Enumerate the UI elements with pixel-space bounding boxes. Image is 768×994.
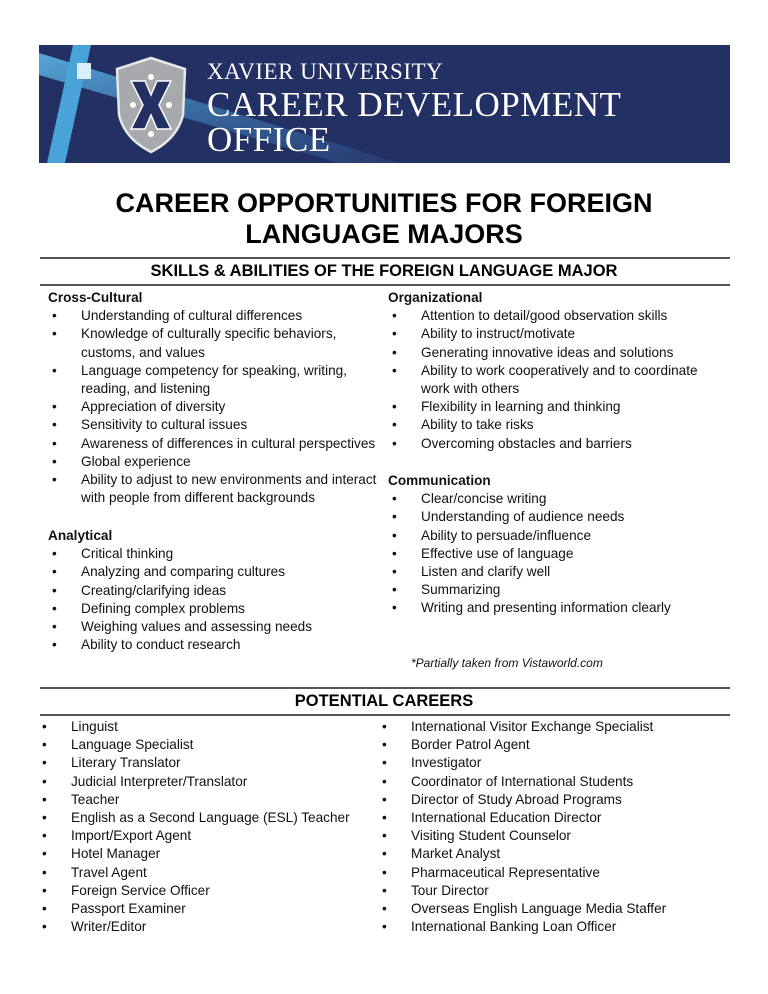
career-item [378,827,728,845]
list-item-text: Coordinator of International Students [411,773,634,789]
bullet-icon: • [42,755,47,771]
bullet-icon: • [392,308,397,324]
skill-item [48,545,388,563]
bullet-icon: • [42,828,47,844]
bullet-icon: • [42,773,47,789]
list-item-text: Ability to work cooperatively and to coordinate work with others [421,362,698,397]
cross-cultural-list [48,307,388,507]
bullet-icon: • [392,326,397,342]
list-item-text: Foreign Service Officer [71,882,210,898]
bullet-icon: • [42,882,47,898]
career-item [38,918,378,936]
bullet-icon: • [392,435,397,451]
list-item-text: Critical thinking [81,546,174,562]
career-item [378,864,728,882]
list-item-text: Clear/concise writing [421,491,547,507]
divider [40,687,730,689]
list-item-text: Global experience [81,453,191,469]
bullet-icon: • [52,637,57,653]
bullet-icon: • [52,546,57,562]
list-item-text: Flexibility in learning and thinking [421,399,621,415]
bullet-icon: • [382,846,387,862]
skill-item [388,435,718,453]
bullet-icon: • [52,619,57,635]
list-item-text: Writing and presenting information clearly [421,600,671,616]
career-item [378,736,728,754]
list-item-text: Travel Agent [71,864,147,880]
divider [40,257,730,259]
skill-item [388,527,718,545]
bullet-icon: • [392,527,397,543]
career-item [378,918,728,936]
skill-item [388,307,718,325]
university-name: XAVIER UNIVERSITY [207,59,444,84]
list-item-text: Teacher [71,791,120,807]
skill-item [48,453,388,471]
bullet-icon: • [392,417,397,433]
list-item-text: Creating/clarifying ideas [81,582,227,598]
list-item-text: Language competency for speaking, writing, reading, and listening [81,362,347,397]
communication-list [388,490,718,617]
bullet-icon: • [392,564,397,580]
bullet-icon: • [392,582,397,598]
skills-communication [388,472,718,618]
careers-left-column [38,718,378,936]
skills-cross-cultural [48,289,388,507]
bullet-icon: • [42,919,47,935]
analytical-list [48,545,388,654]
bullet-icon: • [52,600,57,616]
bullet-icon: • [392,491,397,507]
list-item-text: Understanding of cultural differences [81,308,303,324]
x-shield-logo-icon [111,55,191,155]
list-item-text: Overseas English Language Media Staffer [411,901,667,917]
list-item-text: Weighing values and assessing needs [81,619,312,635]
bullet-icon: • [392,344,397,360]
list-item-text: Summarizing [421,582,501,598]
list-item-text: International Education Director [411,810,602,826]
list-item-text: Language Specialist [71,737,194,753]
office-name-line1: CAREER DEVELOPMENT [207,85,622,124]
skill-item [48,618,388,636]
list-item-text: Visiting Student Counselor [411,828,571,844]
list-item-text: Ability to persuade/influence [421,527,592,543]
list-item-text: Writer/Editor [71,919,147,935]
page-title [0,188,768,250]
bullet-icon: • [382,755,387,771]
career-item [378,754,728,772]
list-item-text: Analyzing and comparing cultures [81,564,286,580]
skills-heading: SKILLS & ABILITIES OF THE FOREIGN LANGUAGE MAJOR [150,262,618,280]
source-note: *Partially taken from Vistaworld.com [411,656,603,670]
skill-item [48,362,388,398]
bullet-icon: • [52,417,57,433]
list-item-text: Understanding of audience needs [421,509,625,525]
skill-item [48,563,388,581]
skills-organizational [388,289,718,453]
skill-item [388,563,718,581]
careers-right-column [378,718,728,936]
career-item [38,845,378,863]
skill-item [48,435,388,453]
career-item [378,882,728,900]
bullet-icon: • [382,864,387,880]
bullet-icon: • [382,882,387,898]
bullet-icon: • [392,509,397,525]
category-label: Cross-Cultural [48,290,143,305]
bullet-icon: • [382,737,387,753]
list-item-text: Appreciation of diversity [81,399,226,415]
bullet-icon: • [42,864,47,880]
list-item-text: Attention to detail/good observation skills [421,308,668,324]
career-item [38,754,378,772]
bullet-icon: • [382,791,387,807]
bullet-icon: • [382,828,387,844]
list-item-text: Director of Study Abroad Programs [411,791,622,807]
list-item-text: Judicial Interpreter/Translator [71,773,248,789]
list-item-text: Defining complex problems [81,600,245,616]
list-item-text: Knowledge of culturally specific behaviors, customs, and values [81,326,337,360]
career-item [378,791,728,809]
bullet-icon: • [52,308,57,324]
career-item [38,718,378,736]
skill-item [48,471,388,507]
bullet-icon: • [392,399,397,415]
list-item-text: English as a Second Language (ESL) Teacher [71,810,350,826]
page-title-line2: LANGUAGE MAJORS [245,219,523,249]
careers-left-list [38,718,378,936]
bullet-icon: • [52,399,57,415]
bullet-icon: • [42,719,47,734]
skill-item [388,545,718,563]
divider [40,284,730,286]
skills-analytical [48,527,388,654]
careers-right-list [378,718,728,936]
bullet-icon: • [52,472,57,488]
bullet-icon: • [42,791,47,807]
list-item-text: Investigator [411,755,482,771]
skill-item [388,344,718,362]
list-item-text: Market Analyst [411,846,501,862]
career-item [38,773,378,791]
list-item-text: Tour Director [411,882,489,898]
bullet-icon: • [42,810,47,826]
list-item-text: Pharmaceutical Representative [411,864,600,880]
career-item [378,773,728,791]
skill-item [48,416,388,434]
list-item-text: Awareness of differences in cultural perspectives [81,435,376,451]
page-title-line1: CAREER OPPORTUNITIES FOR FOREIGN [115,188,653,218]
divider [40,714,730,716]
bullet-icon: • [52,564,57,580]
bullet-icon: • [392,362,397,378]
category-label: Organizational [388,290,483,305]
skill-item [388,508,718,526]
category-label: Analytical [48,528,113,543]
office-name-line2: OFFICE [207,120,331,159]
career-item [38,736,378,754]
skill-item [48,636,388,654]
list-item-text: Import/Export Agent [71,828,192,844]
skill-item [388,581,718,599]
list-item-text: Ability to adjust to new environments and interact with people from different backgrounds [81,472,377,506]
skill-item [48,307,388,325]
career-item [38,900,378,918]
bullet-icon: • [382,810,387,826]
career-item [378,900,728,918]
header-banner [39,45,730,163]
bullet-icon: • [382,773,387,789]
career-item [38,791,378,809]
skill-item [388,398,718,416]
bullet-icon: • [52,453,57,469]
bullet-icon: • [392,600,397,616]
list-item-text: Sensitivity to cultural issues [81,417,248,433]
list-item-text: Passport Examiner [71,901,186,917]
list-item-text: Linguist [71,719,118,734]
bullet-icon: • [382,919,387,935]
career-item [38,882,378,900]
list-item-text: Overcoming obstacles and barriers [421,435,632,451]
career-item [378,718,728,736]
organizational-list [388,307,718,453]
skill-item [388,325,718,343]
bullet-icon: • [52,435,57,451]
list-item-text: Listen and clarify well [421,564,551,580]
career-item [378,845,728,863]
career-item [38,827,378,845]
skill-item [48,325,388,361]
career-item [38,864,378,882]
skill-item [48,600,388,618]
bullet-icon: • [382,901,387,917]
skill-item [388,490,718,508]
list-item-text: Ability to conduct research [81,637,241,653]
list-item-text: International Visitor Exchange Specialist [411,719,654,734]
careers-heading: POTENTIAL CAREERS [294,692,474,710]
skill-item [388,416,718,434]
career-item [378,809,728,827]
skill-item [48,582,388,600]
list-item-text: Border Patrol Agent [411,737,530,753]
list-item-text: Ability to take risks [421,417,534,433]
list-item-text: Effective use of language [421,545,574,561]
bullet-icon: • [392,545,397,561]
bullet-icon: • [52,582,57,598]
bullet-icon: • [52,362,57,378]
list-item-text: Ability to instruct/motivate [421,326,576,342]
category-label: Communication [388,473,491,488]
list-item-text: Literary Translator [71,755,181,771]
list-item-text: Generating innovative ideas and solutions [421,344,674,360]
list-item-text: Hotel Manager [71,846,161,862]
career-item [38,809,378,827]
skill-item [388,599,718,617]
skill-item [48,398,388,416]
skill-item [388,362,718,398]
bullet-icon: • [42,846,47,862]
bullet-icon: • [42,737,47,753]
list-item-text: International Banking Loan Officer [411,919,617,935]
bullet-icon: • [42,901,47,917]
bullet-icon: • [52,326,57,342]
bullet-icon: • [382,719,387,734]
